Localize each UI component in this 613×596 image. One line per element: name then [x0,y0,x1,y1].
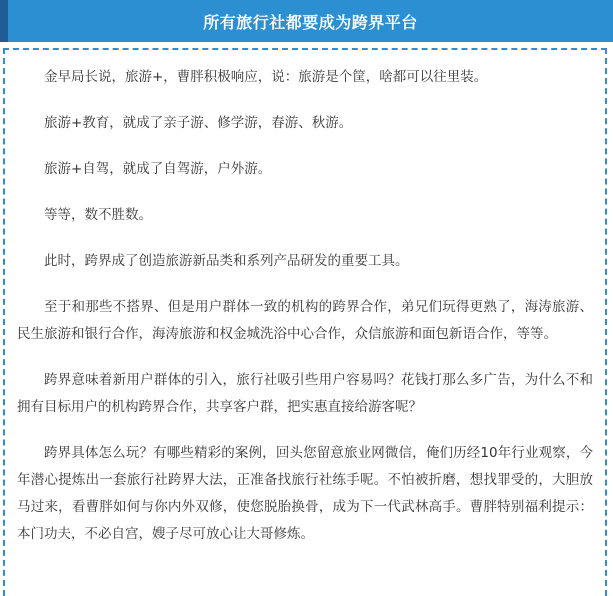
paragraph-4: 等等，数不胜数。 [44,207,152,223]
page-title: 所有旅行社都要成为跨界平台 [203,12,418,32]
section-header [0,0,613,42]
paragraph-5: 此时，跨界成了创造旅游新品类和系列产品研发的重要工具。 [44,253,409,269]
paragraph-3: 旅游+自驾，就成了自驾游，户外游。 [44,161,272,177]
paragraph-6: 至于和那些不搭界、但是用户群体一致的机构的跨界合作，弟兄们玩得更熟了，海涛旅游、民生旅游和银行合作，海涛旅游和权金城洗浴中心合作，众信旅游和面包新语合作，等等。 [17,299,593,342]
paragraph-1: 金早局长说，旅游+，曹胖积极响应，说：旅游是个筐，啥都可以往里装。 [44,69,488,85]
paragraph-2: 旅游+教育，就成了亲子游、修学游，春游、秋游。 [44,115,353,131]
article-body [3,48,607,596]
paragraph-7: 跨界意味着新用户群体的引入，旅行社吸引些用户容易吗？花钱打那么多广告，为什么不和拥有目标用户的机构跨界合作，共享客户群，把实惠直接给游客呢？ [17,372,593,415]
paragraph-8: 跨界具体怎么玩？有哪些精彩的案例，回头您留意旅业网微信，俺们历经10年行业观察，今年潜心提炼出一套旅行社跨界大法，正准备找旅行社练手呢。不怕被折磨，想找罪受的，大胆放马过来，看曹胖如何与你内外双修，使您脱胎换骨，成为下一代武林高手。曹胖特别福利提示：本门功夫，不必自宫，嫂子尽可放心让大哥修炼。 [17,445,593,542]
